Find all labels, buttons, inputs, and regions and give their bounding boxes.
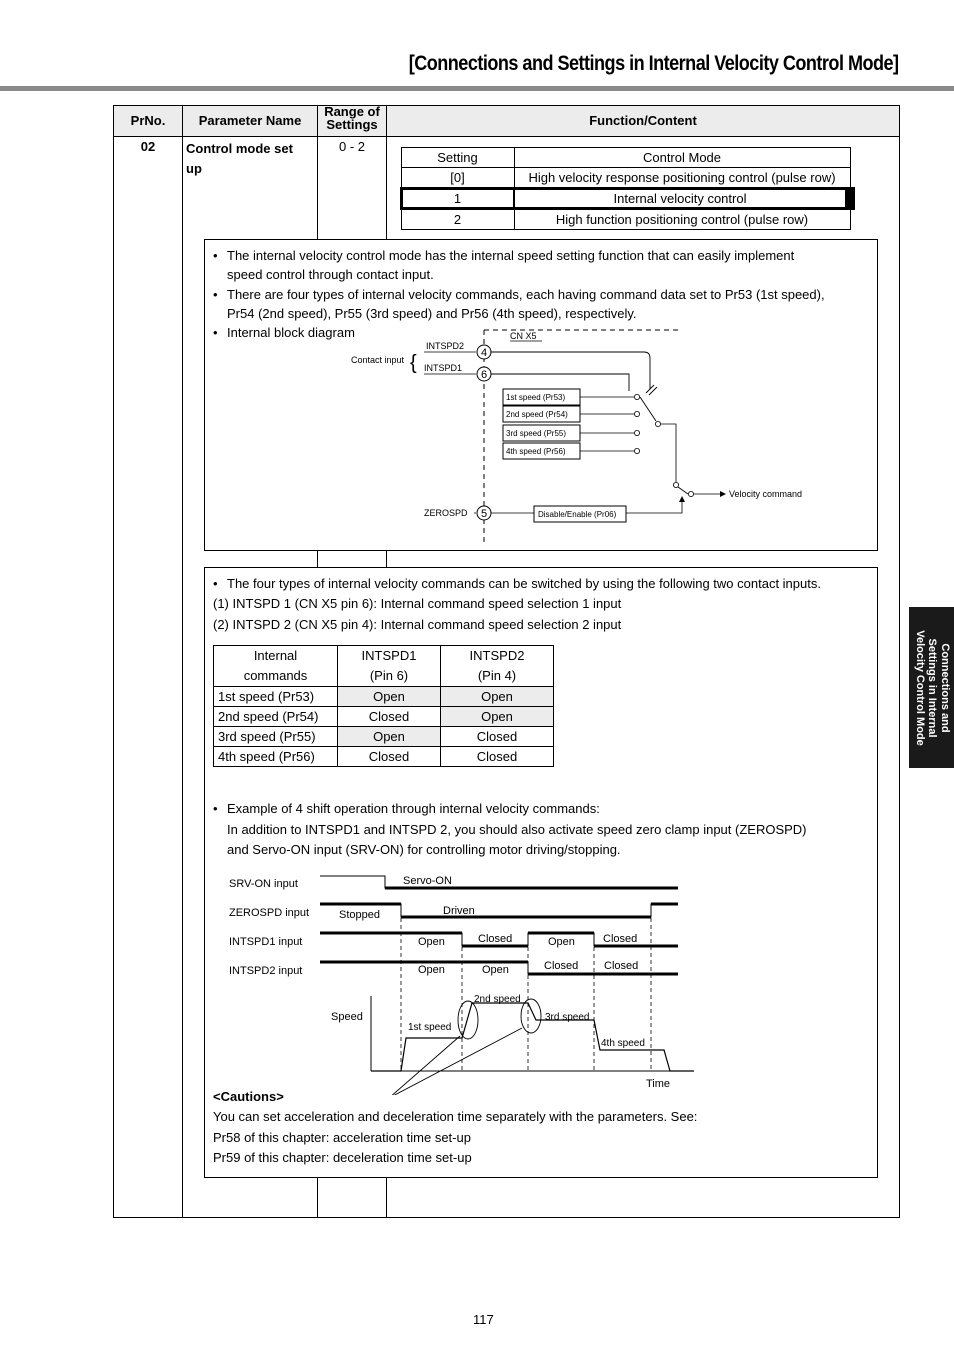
speed-cell: 4th speed (Pr56) [214,747,338,767]
bullet: • [213,325,218,340]
intspd1-state: Open [418,936,445,948]
servo-on-label: Servo-ON [403,875,452,887]
numbered-item: (2) INTSPD 2 (CN X5 pin 4): Internal command speed selection 2 input [213,617,622,632]
intspd2-state: Closed [544,960,579,972]
speed-step-label: 2nd speed [474,994,521,1005]
mode-setting: [0] [401,168,514,189]
intspd2-label: INTSPD2 [426,341,465,351]
table-row-selected [401,188,850,209]
table-row [214,707,554,727]
intspd2-cell: Open [441,707,554,727]
col-header-range [318,105,386,131]
caution-line: You can set acceleration and deceleration time separately with the parameters. See: [213,1109,698,1124]
speed-box-1-label: 1st speed (Pr53) [506,393,566,402]
accel-highlight-2 [521,999,541,1033]
intspd2-state: Open [418,964,445,976]
mode-header-mode: Control Mode [514,148,850,168]
intspd1-cell: Closed [338,747,441,767]
chapter-side-tab[interactable] [909,607,954,768]
header-intspd1 [338,646,441,687]
speed-step-label: 3rd speed [545,1012,590,1023]
speed-axis-label: Speed [331,1011,363,1023]
header-line: commands [243,668,308,683]
mode-header-setting: Setting [401,148,514,168]
bullet-text: There are four types of internal velocity commands, each having command data set to Pr53 (1st speed), [227,287,825,302]
control-mode-table [400,147,855,230]
bullet-text: Pr54 (2nd speed), Pr55 (3rd speed) and Pr56 (4th speed), respectively. [227,306,637,321]
range-header-line: Settings [326,117,378,132]
signal-label: INTSPD1 input [229,936,303,948]
stopped-label: Stopped [339,909,380,921]
signal-label: ZEROSPD input [229,907,310,919]
intspd1-state: Closed [478,933,513,945]
pin-6-label: 6 [480,369,488,381]
header-rule [0,86,954,91]
intspd1-label: INTSPD1 [424,363,463,373]
speed-cell: 3rd speed (Pr55) [214,727,338,747]
timing-diagram [204,860,876,1095]
header-line: INTSPD1 [361,648,417,663]
col-header-function: Function/Content [589,113,697,128]
intspd2-cell: Closed [441,727,554,747]
bullet-text: Example of 4 shift operation through internal velocity commands: [227,801,600,816]
mode-description: High velocity response positioning control (pulse row) [514,168,850,189]
table-row [214,747,554,767]
signal-label: INTSPD2 input [229,965,303,977]
header-intspd2 [441,646,554,687]
srv-on-low [320,876,678,888]
speed-profile [371,1003,694,1071]
disable-enable-label: Disable/Enable (Pr06) [538,510,617,519]
zerospd-label: ZEROSPD [424,508,468,518]
header-internal-commands [214,646,338,687]
header-line: Internal [253,648,298,663]
bullet-text: and Servo-ON input (SRV-ON) for controlling motor driving/stopping. [227,842,621,857]
bullet-text: speed control through contact input. [227,267,434,282]
table-row [401,209,850,230]
side-tab-line: Velocity Control Mode [913,629,926,746]
caution-line: Pr59 of this chapter: deceleration time set-up [213,1150,472,1165]
range-header-line: Range of [324,104,380,119]
mode-setting: 1 [401,188,514,209]
speed-box-4-label: 4th speed (Pr56) [506,447,566,456]
pin-4-label: 4 [480,347,488,359]
bullet: • [213,576,218,591]
intspd1-cell: Closed [338,707,441,727]
intspd1-state: Open [548,936,575,948]
name-line: up [186,161,202,176]
intspd1-cell: Open [338,727,441,747]
table-row [214,687,554,707]
caution-line: Pr58 of this chapter: acceleration time set-up [213,1130,471,1145]
row-parameter-name [186,139,293,179]
intspd2-state: Open [482,964,509,976]
intspd1-state: Closed [603,933,638,945]
bullet: • [213,287,218,302]
name-line: Control mode set [186,141,293,156]
header-line: INTSPD2 [469,648,525,663]
table-header-row [214,646,554,687]
bullet: • [213,801,218,816]
bullet: • [213,248,218,263]
cautions-title: <Cautions> [213,1089,284,1104]
bullet-text: Internal block diagram [227,325,355,340]
table-row [401,168,850,189]
contact-input-label: Contact input [351,355,405,365]
mode-description: High function positioning control (pulse row) [514,209,850,230]
intspd2-cell: Closed [441,747,554,767]
speed-selection-table [213,645,554,767]
signal-label: SRV-ON input [229,878,298,890]
page-number: 117 [473,1312,494,1327]
page-header-title: [Connections and Settings in Internal Velocity Control Mode] [409,52,899,75]
side-tab-line: Settings in Internal [925,637,938,737]
driven-label: Driven [443,905,475,917]
mode-setting: 2 [401,209,514,230]
col-header-name: Parameter Name [198,113,302,128]
speed-source-boxes [503,389,580,459]
col-header-prno: PrNo. [130,113,166,128]
contact-input-brace: { [410,352,417,374]
speed-box-3-label: 3rd speed (Pr55) [506,429,567,438]
bullet-text: The internal velocity control mode has the internal speed setting function that can easily implement [227,248,795,263]
speed-step-label: 4th speed [601,1038,645,1049]
speed-step-label: 1st speed [408,1022,452,1033]
speed-cell: 2nd speed (Pr54) [214,707,338,727]
intspd1-cell: Open [338,687,441,707]
internal-block-diagram [204,239,876,549]
intspd2-state: Closed [604,960,639,972]
speed-box-2-label: 2nd speed (Pr54) [506,410,568,419]
header-line: (Pin 6) [369,668,409,683]
side-tab-line: Connections and [938,642,951,733]
row-prno: 02 [140,139,156,154]
time-axis-label: Time [646,1078,671,1090]
speed-cell: 1st speed (Pr53) [214,687,338,707]
selector-switch [640,397,656,421]
zerospd-switch [678,487,688,494]
bullet-text: In addition to INTSPD1 and INTSPD 2, you should also activate speed zero clamp input (ZEROSPD) [227,822,807,837]
bullet-text: The four types of internal velocity commands can be switched by using the following two contact inputs. [227,576,821,591]
numbered-item: (1) INTSPD 1 (CN X5 pin 6): Internal command speed selection 1 input [213,596,622,611]
row-range: 0 - 2 [338,139,365,154]
header-line: (Pin 4) [477,668,517,683]
velocity-command-label: Velocity command [729,489,803,499]
mode-description: Internal velocity control [514,188,850,209]
accel-highlight-1 [458,1001,478,1039]
caution-pointer-1 [389,1036,460,1095]
pin-5-label: 5 [480,508,488,520]
table-row [401,148,850,168]
intspd2-cell: Open [441,687,554,707]
connector-label: CN X5 [510,331,537,341]
table-row [214,727,554,747]
